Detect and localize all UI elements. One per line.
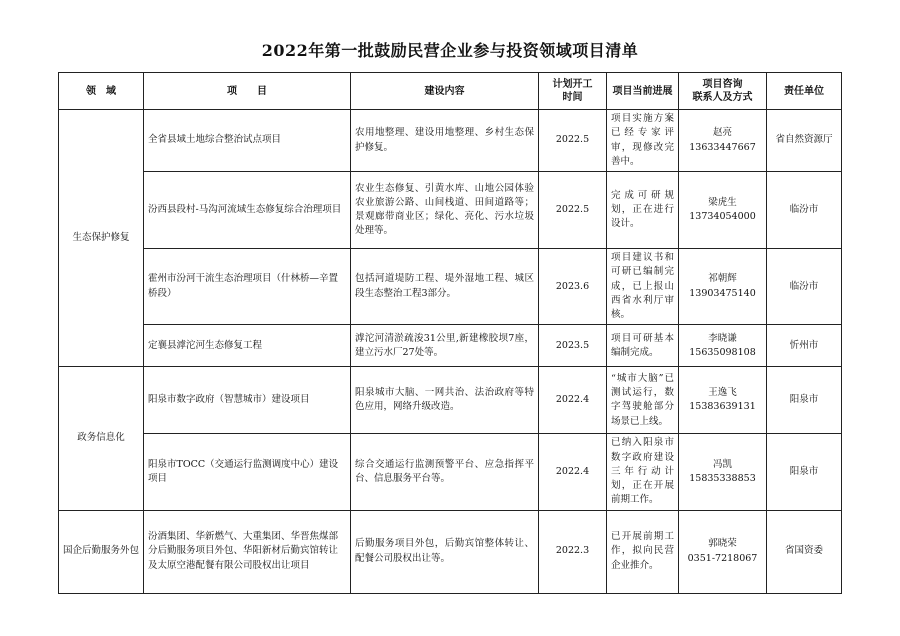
progress-cell: 项目实施方案已经专家评审，现修改完善中。 [607,110,679,172]
start-cell: 2022.3 [539,510,607,593]
content-cell: 包括河道堤防工程、堤外湿地工程、城区段生态整治工程3部分。 [351,249,539,325]
unit-cell: 省自然资源厅 [767,110,842,172]
table-row [59,434,842,510]
content-cell: 综合交通运行监测预警平台、应急指挥平台、信息服务平台等。 [351,434,539,510]
contact-cell: 冯凯 15835338853 [679,434,767,510]
start-cell: 2023.5 [539,325,607,367]
table-row [59,172,842,249]
start-cell: 2022.5 [539,110,607,172]
content-cell: 阳泉城市大脑、一网共治、法治政府等特色应用，网络升级改造。 [351,367,539,434]
table-header-row [59,73,842,110]
unit-cell: 阳泉市 [767,367,842,434]
table-row [59,110,842,172]
header-progress: 项目当前进展 [607,73,679,110]
header-project: 项 目 [144,73,351,110]
contact-cell: 郭晓荣 0351-7218067 [679,510,767,593]
unit-cell: 阳泉市 [767,434,842,510]
start-cell: 2022.4 [539,434,607,510]
domain-cell: 生态保护修复 [59,110,144,367]
project-cell: 汾西县段村-马沟河流域生态修复综合治理项目 [144,172,351,249]
unit-cell: 临汾市 [767,172,842,249]
table-row [59,325,842,367]
progress-cell: 完成可研规划，正在进行设计。 [607,172,679,249]
contact-cell: 李晓谦 15635098108 [679,325,767,367]
progress-cell: 项目可研基本编制完成。 [607,325,679,367]
project-cell: 阳泉市TOCC（交通运行监测调度中心）建设项目 [144,434,351,510]
project-cell: 全省县域土地综合整治试点项目 [144,110,351,172]
table-row [59,510,842,593]
document-title: 2022年第一批鼓励民营企业参与投资领域项目清单 [261,41,639,60]
project-cell: 霍州市汾河干流生态治理项目（什林桥—辛置桥段） [144,249,351,325]
domain-cell: 政务信息化 [59,367,144,510]
unit-cell: 省国资委 [767,510,842,593]
content-cell: 滹沱河清淤疏浚31公里,新建橡胶坝7座，建立污水厂27处等。 [351,325,539,367]
project-table [58,72,842,594]
content-cell: 农用地整理、建设用地整理、乡村生态保护修复。 [351,110,539,172]
header-start-time: 计划开工 时间 [539,73,607,110]
progress-cell: “城市大脑”已测试运行，数字驾驶舱部分场景已上线。 [607,367,679,434]
project-cell: 定襄县滹沱河生态修复工程 [144,325,351,367]
content-cell: 后勤服务项目外包，后勤宾馆整体转让、配餐公司股权出让等。 [351,510,539,593]
project-cell: 汾酒集团、华新燃气、大重集团、华晋焦煤部分后勤服务项目外包、华阳新材后勤宾馆转让及太原空港配餐有限公司股权出让项目 [144,510,351,593]
contact-cell: 赵亮 13633447667 [679,110,767,172]
table-row [59,249,842,325]
start-cell: 2022.5 [539,172,607,249]
unit-cell: 临汾市 [767,249,842,325]
header-domain: 领 域 [59,73,144,110]
contact-cell: 祁朝辉 13903475140 [679,249,767,325]
table-row [59,367,842,434]
progress-cell: 已纳入阳泉市数字政府建设三年行动计划，正在开展前期工作。 [607,434,679,510]
project-cell: 阳泉市数字政府（智慧城市）建设项目 [144,367,351,434]
unit-cell: 忻州市 [767,325,842,367]
contact-cell: 王逸飞 15383639131 [679,367,767,434]
content-cell: 农业生态修复、引黄水库、山地公园体验农业旅游公路、山间栈道、田间道路等；景观廊带商业区；绿化、亮化、污水垃圾处理等。 [351,172,539,249]
progress-cell: 项目建议书和可研已编制完成，已上报山西省水利厅审核。 [607,249,679,325]
start-cell: 2022.4 [539,367,607,434]
start-cell: 2023.6 [539,249,607,325]
contact-cell: 梁虎生 13734054000 [679,172,767,249]
header-content: 建设内容 [351,73,539,110]
header-contact: 项目咨询 联系人及方式 [679,73,767,110]
progress-cell: 已开展前期工作，拟向民营企业推介。 [607,510,679,593]
domain-cell: 国企后勤服务外包 [59,510,144,593]
header-unit: 责任单位 [767,73,842,110]
